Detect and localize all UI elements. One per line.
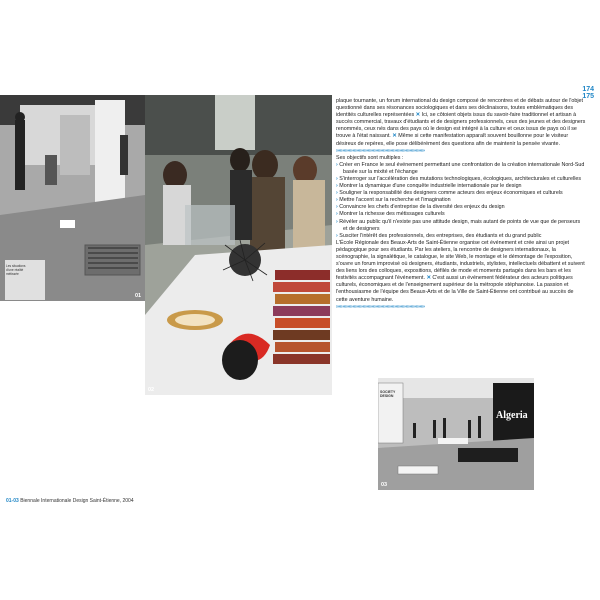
intro-paragraph: plaque tournante, un forum international du design composé de rencontres et de débats autour de l'objet questionné dans ses résonances sociologiques et dans ses déclinaisons, toutes emblématiques des identités culturelles représentées ✕ Ici, se côtoient objets issus du savoir-faire traditionnel et artisan à succès commercial, travaux d'étudiants et de designers professionnels, ceux des jeunes et des designers renommés, ceux nés dans des pays où le design est intégré à la culture et ceux issus de pays où il se trouve à l'état naissant. ✕ Même si cette manifestation apparaît souvent bouillonne pour le visiteur désireux de repères, elle pose délibérément des questions afin de maintenir la pensée vivante. — [336, 98, 586, 147]
photo-03-algeria-exhibition — [378, 378, 534, 490]
photo-01-number: 01 — [135, 293, 142, 299]
footer-code: 01-03 — [6, 498, 19, 504]
separator-line: ›››››››››››››››››››››››››››››››››››››››››››››››››››››››››››››››››››››› — [336, 147, 425, 154]
article-text — [336, 98, 586, 311]
photo-02-illustration — [145, 95, 332, 395]
list-item: › Révéler au public qu'il n'existe pas une attitude design, mais autant de points de vue que de penseurs et de designers — [336, 218, 581, 232]
separator-line: ›››››››››››››››››››››››››››››››››››››››››››››››››››››››››››››››››››››› — [336, 303, 425, 310]
list-item: › Mettre l'accent sur la recherche et l'imagination — [336, 197, 451, 204]
objectives-list — [336, 162, 586, 240]
list-item: › Convaincre les chefs d'entreprise de la diversité des enjeux du design — [336, 204, 505, 211]
page-number-right: 175 — [582, 93, 594, 100]
photo-01-sign-text: Les situations d'une réalité métissée — [6, 264, 26, 276]
x-marker: ✕ — [426, 275, 431, 282]
list-item: › Montrer la dynamique d'une conquête industrielle internationale par le design — [336, 183, 522, 190]
objectives-title: Ses objectifs sont multiples : — [336, 154, 404, 161]
footer-caption — [6, 498, 134, 504]
photo-01-exhibition-hall — [0, 95, 145, 301]
x-marker: ✕ — [415, 112, 421, 119]
photo-03-sign-society-design: SOCIETY DESIGN — [380, 390, 396, 398]
photo-03-sign-algeria: Algeria — [496, 410, 528, 421]
closing-paragraph: L'École Régionale des Beaux-Arts de Saint-Étienne organise cet événement et crée ainsi un projet pédagogique pour ses étudiants. Par les ateliers, la rencontre de designers internationaux, la scénographie, la signalétique, le catalogue, le site Web, le montage et le démontage de l'exposition, s'ouvre un forum improvisé où designers, étudiants, industriels, stylistes, intellectuels débattent et suivent des liens lors des colloques, expositions, défilés de mode et moments partagés dans les bars et les festivités accompagnant l'événement. ✕ C'est aussi un événement fédérateur des acteurs politiques culturels, économiques et de l'enseignement supérieur de la métropole stéphanoise. La passion et l'enthousiasme de l'équipe des Beaux-Arts et de la Ville de Saint-Étienne ont contribué au succès de cette aventure humaine. — [336, 239, 585, 303]
page-number-left: 174 — [582, 86, 594, 93]
list-item: › Créer en France le seul événement permettant une confrontation de la création internationale Nord-Sud basée sur la mixité et l'échange — [336, 161, 585, 175]
list-item: › Souligner la responsabilité des designers comme acteurs des enjeux économiques et culturels — [336, 190, 563, 197]
photo-02-visitors — [145, 95, 332, 395]
footer-caption-text: Biennale Internationale Design Saint-Étienne, 2004 — [20, 498, 134, 504]
photo-02-number: 02 — [148, 387, 155, 393]
x-marker: ✕ — [392, 133, 397, 140]
list-item: › Susciter l'intérêt des professionnels, des entreprises, des étudiants et du grand public — [336, 232, 542, 239]
photo-03-number: 03 — [381, 482, 388, 488]
list-item: › S'interroger sur l'accélération des mutations technologiques, écologiques, architecturales et culturelles — [336, 175, 582, 182]
list-item: › Montrer la richesse des métissages culturels — [336, 211, 445, 218]
